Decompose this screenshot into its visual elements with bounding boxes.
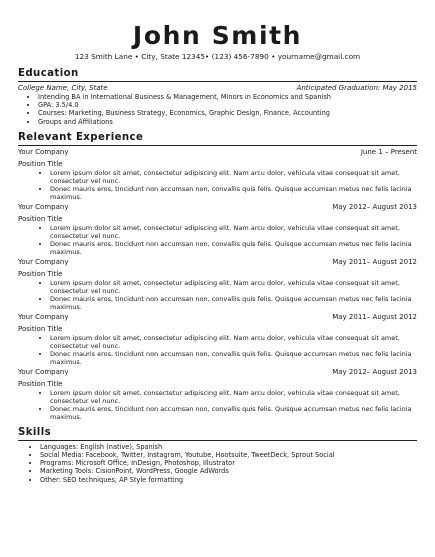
- position-title: Position Title: [18, 379, 63, 388]
- job-bullets: [18, 334, 417, 366]
- company-name: Your Company: [18, 312, 69, 321]
- skills-section: [18, 427, 417, 484]
- job-dates: May 2011– August 2012: [332, 312, 417, 321]
- position-title: Position Title: [18, 269, 63, 278]
- list-item: • Lorem ipsum dolor sit amet, consectetur adipiscing elit. Nam arcu dolor, vehicula vitae consequat sit amet, consectetur vel nunc.: [50, 169, 417, 185]
- resume-name: John Smith: [132, 21, 303, 50]
- school-name: College Name, City, State: [18, 84, 108, 92]
- list-item: • Lorem ipsum dolor sit amet, consectetur adipiscing elit. Nam arcu dolor, vehicula vitae consequat sit amet, consectetur vel nunc.: [50, 389, 417, 405]
- job-entry: [18, 313, 417, 366]
- job-bullets: [18, 224, 417, 256]
- position-title: Position Title: [18, 324, 63, 333]
- list-item: • Languages: English (native), Spanish: [40, 443, 417, 451]
- list-item: • Donec mauris eros, tincidunt non accumsan non, convallis quis felis. Quisque accumsan metus nec felis lacinia maximus.: [50, 185, 417, 201]
- company-name: Your Company: [18, 257, 69, 266]
- company-name: Your Company: [18, 367, 69, 376]
- job-header: [18, 313, 417, 322]
- job-entry: [18, 258, 417, 311]
- education-list: [18, 93, 417, 126]
- list-item: • Programs: Microsoft Office, InDesign, Photoshop, Illustrator: [40, 459, 417, 467]
- job-bullets: [18, 279, 417, 311]
- job-header: [18, 203, 417, 212]
- list-item: • Lorem ipsum dolor sit amet, consectetur adipiscing elit. Nam arcu dolor, vehicula vitae consequat sit amet, consectetur vel nunc.: [50, 334, 417, 350]
- experience-section: [18, 132, 417, 421]
- section-heading-skills: Skills: [18, 427, 417, 441]
- list-item: • Lorem ipsum dolor sit amet, consectetur adipiscing elit. Nam arcu dolor, vehicula vitae consequat sit amet, consectetur vel nunc.: [50, 224, 417, 240]
- job-dates: May 2011– August 2012: [332, 257, 417, 266]
- education-section: [18, 68, 417, 126]
- education-row: [18, 84, 417, 93]
- contact-line: 123 Smith Lane • City, State 12345• (123) 456-7890 • yourname@gmail.com: [74, 52, 361, 61]
- job-header: [18, 258, 417, 267]
- list-item: • Lorem ipsum dolor sit amet, consectetur adipiscing elit. Nam arcu dolor, vehicula vitae consequat sit amet, consectetur vel nunc.: [50, 279, 417, 295]
- job-entry: [18, 148, 417, 201]
- section-heading-education: Education: [18, 68, 417, 82]
- list-item: • Social Media: Facebook, Twitter, Instagram, Youtube, Hootsuite, TweetDeck, Sprout Social: [40, 451, 417, 459]
- list-item: • Donec mauris eros, tincidunt non accumsan non, convallis quis felis. Quisque accumsan metus nec felis lacinia maximus.: [50, 240, 417, 256]
- list-item: • GPA: 3.5/4.0: [38, 101, 417, 109]
- job-bullets: [18, 389, 417, 421]
- graduation-date: Anticipated Graduation: May 2015: [296, 84, 417, 92]
- job-entry: [18, 203, 417, 256]
- job-bullets: [18, 169, 417, 201]
- list-item: • Intending BA in International Business & Management, Minors in Economics and Spanish: [38, 93, 417, 101]
- list-item: • Donec mauris eros, tincidunt non accumsan non, convallis quis felis. Quisque accumsan metus nec felis lacinia maximus.: [50, 350, 417, 366]
- job-dates: May 2012– August 2013: [332, 202, 417, 211]
- company-name: Your Company: [18, 202, 69, 211]
- list-item: • Courses: Marketing, Business Strategy, Economics, Graphic Design, Finance, Accounting: [38, 109, 417, 117]
- job-entry: [18, 368, 417, 421]
- section-heading-experience: Relevant Experience: [18, 132, 417, 146]
- job-header: [18, 148, 417, 157]
- position-title: Position Title: [18, 159, 63, 168]
- list-item: • Marketing Tools: CisionPoint, WordPress, Google AdWords: [40, 467, 417, 475]
- skills-list: [18, 443, 417, 484]
- company-name: Your Company: [18, 147, 69, 156]
- list-item: • Other: SEO techniques, AP Style formatting: [40, 476, 417, 484]
- list-item: • Donec mauris eros, tincidunt non accumsan non, convallis quis felis. Quisque accumsan metus nec felis lacinia maximus.: [50, 405, 417, 421]
- job-dates: May 2012– August 2013: [332, 367, 417, 376]
- list-item: • Groups and Affiliations: [38, 118, 417, 126]
- job-dates: June 1 – Present: [360, 147, 417, 156]
- position-title: Position Title: [18, 214, 63, 223]
- job-header: [18, 368, 417, 377]
- list-item: • Donec mauris eros, tincidunt non accumsan non, convallis quis felis. Quisque accumsan metus nec felis lacinia maximus.: [50, 295, 417, 311]
